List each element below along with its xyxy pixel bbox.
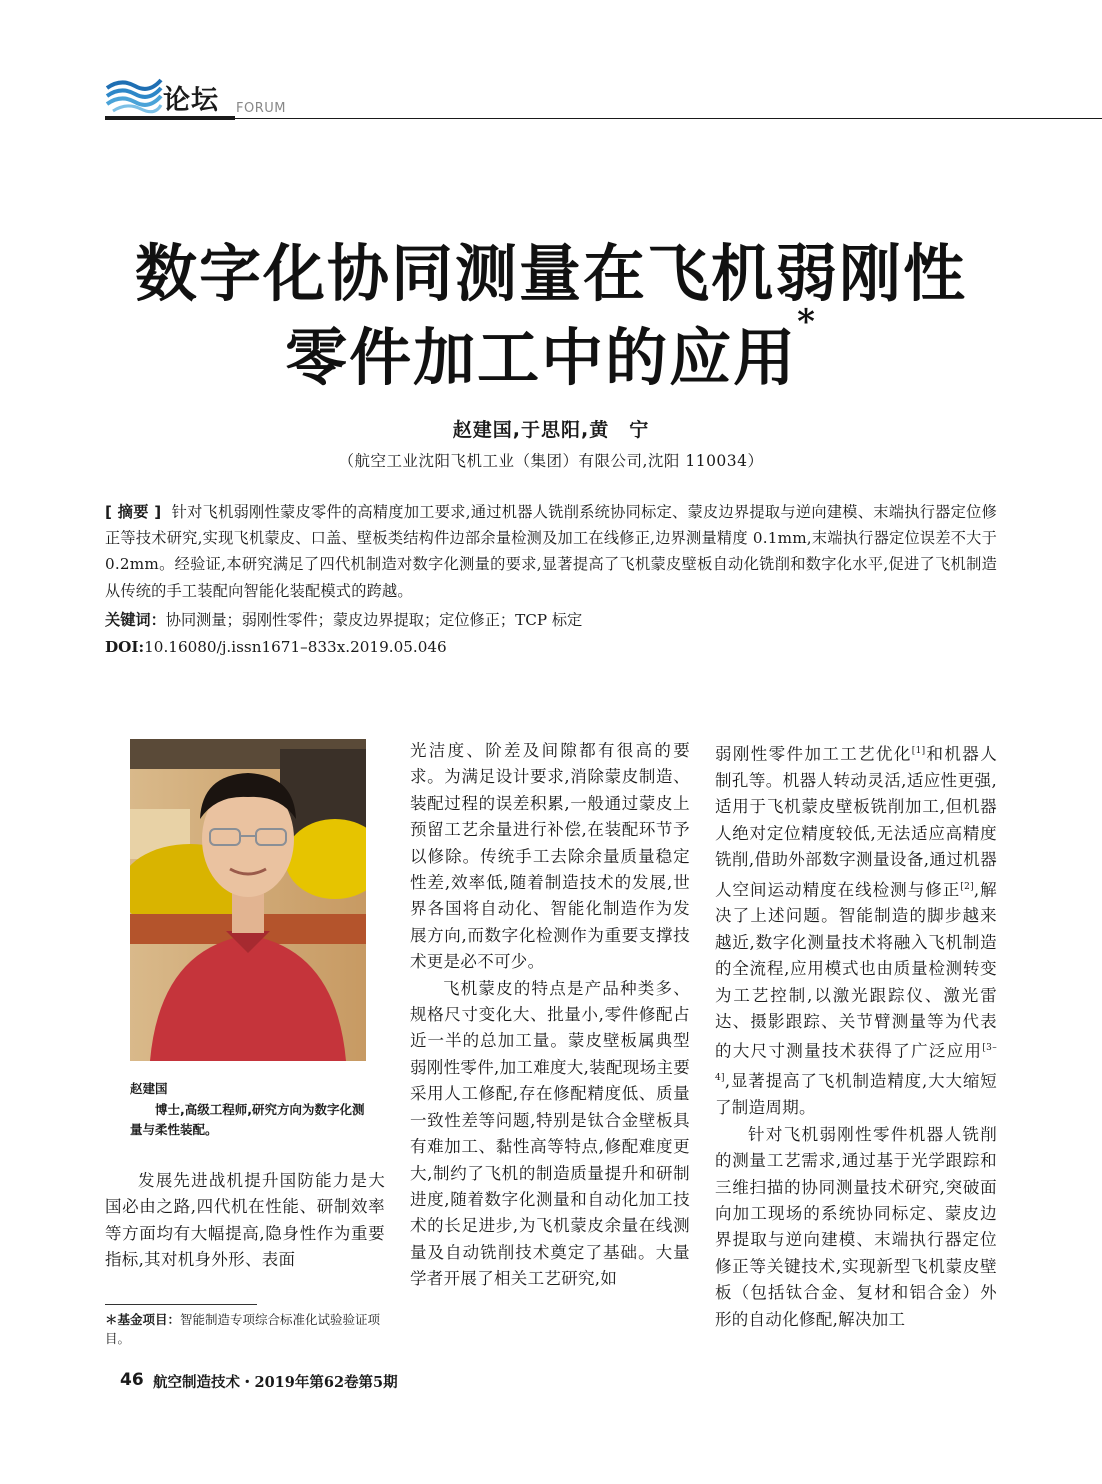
footnote-label: ＊基金项目： (105, 1312, 181, 1327)
paragraph: 针对飞机弱刚性零件机器人铣削的测量工艺需求,通过基于光学跟踪和三维扫描的协同测量技术研究,突破面向加工现场的系统协同标定、蒙皮边界提取与逆向建模、末端执行器定位修正等关键技术,实现新型飞机蒙皮壁板（包括钛合金、复材和铝合金）外形的自动化修配,解决加工 (715, 1124, 997, 1329)
text-span: ,解决了上述问题。智能制造的脚步越来越近,数字化测量技术将融入飞机制造的全流程,应用模式也由质量检测转变为工艺控制,以激光跟踪仪、激光雷达、摄影跟踪、关节臂测量等为代表的大尺寸测量技术获得了广泛应用 (715, 880, 997, 1061)
article-title-line-2-text: 零件加工中的应用 (285, 321, 798, 394)
journal-info: 航空制造技术・2019年第62卷第5期 (153, 1374, 398, 1391)
keywords-label: 关键词： (105, 611, 166, 629)
abstract (105, 499, 997, 604)
article-title-line-2 (0, 302, 1102, 397)
text-span: 和机器人制孔等。机器人转动灵活,适应性更强,适用于飞机蒙皮壁板铣削加工,但机器人绝对定位精度较低,无法适应高精度铣削,借助外部数字测量设备,通过机器人空间运动精度在线检测与修正 (715, 744, 997, 900)
header-rule-thick (105, 116, 235, 120)
doi (105, 638, 447, 656)
footnote (105, 1310, 388, 1348)
citation-ref[interactable]: [2] (960, 881, 974, 892)
bio-description: 博士,高级工程师,研究方向为数字化测量与柔性装配。 (130, 1102, 365, 1137)
abstract-label: [ 摘要 ] (105, 503, 162, 521)
paragraph (715, 738, 997, 1122)
footnote-rule (105, 1304, 257, 1305)
author-photo (130, 739, 366, 1061)
journal-logo (105, 74, 163, 114)
header-rule-thin (235, 118, 1102, 119)
body-column-1 (105, 1168, 385, 1274)
bio-name: 赵建国 (130, 1081, 168, 1096)
paragraph: 光洁度、阶差及间隙都有很高的要求。为满足设计要求,消除蒙皮制造、装配过程的误差积累,一般通过蒙皮上预留工艺余量进行补偿,在装配环节予以修除。传统手工去除余量质量稳定性差,效率低,随着制造技术的发展,世界各国将自动化、智能化制造作为发展方向,而数字化检测作为重要支撑技术更是必不可少。 (410, 741, 690, 972)
citation-ref[interactable]: [1] (911, 746, 926, 756)
text-span: 弱刚性零件加工工艺优化 (715, 744, 912, 764)
keywords-text: 协同测量；弱刚性零件；蒙皮边界提取；定位修正；TCP 标定 (165, 611, 583, 629)
footnote-text: 智能制造专项综合标准化试验验证项目。 (105, 1312, 381, 1346)
section-label-en: FORUM (236, 101, 286, 116)
article-title-line-1: 数字化协同测量在飞机弱刚性 (134, 237, 967, 310)
title-footnote-mark: * (797, 302, 817, 342)
section-label: 论坛 (163, 85, 219, 116)
body-column-3 (715, 738, 997, 1333)
authors: 赵建国,于思阳,黄 宁 (452, 419, 650, 441)
text-span: ,显著提高了飞机制造精度,大大缩短了制造周期。 (715, 1071, 997, 1118)
paragraph: 发展先进战机提升国防能力是大国必由之路,四代机在性能、研制效率等方面均有大幅提高,隐身性作为重要指标,其对机身外形、表面 (105, 1171, 385, 1270)
doi-text: 10.16080/j.issn1671–833x.2019.05.046 (144, 638, 447, 656)
body-column-2 (410, 738, 690, 1293)
paragraph: 飞机蒙皮的特点是产品种类多、规格尺寸变化大、批量小,零件修配占近一半的总加工量。蒙皮壁板属典型弱刚性零件,加工难度大,装配现场主要采用人工修配,存在修配精度低、质量一致性差等问题,特别是钛合金壁板具有难加工、黏性高等特点,修配难度更大,制约了飞机的制造质量提升和研制进度,随着数字化测量和自动化加工技术的长足进步,为飞机蒙皮余量在线测量及自动铣削技术奠定了基础。大量学者开展了相关工艺研究,如 (410, 978, 690, 1289)
keywords (105, 609, 997, 630)
page-number: 46 (120, 1370, 144, 1390)
abstract-text: 针对飞机弱刚性蒙皮零件的高精度加工要求,通过机器人铣削系统协同标定、蒙皮边界提取与逆向建模、末端执行器定位修正等技术研究,实现飞机蒙皮、口盖、壁板类结构件边部余量检测及加工在线修正,边界测量精度 0.1mm,末端执行器定位误差不大于 0.2mm。经验证,本研究满足了四代机制造对数字化测量的要求,显著提高了飞机蒙皮壁板自动化铣削和数字化水平,促进了飞机制造从传统的手工装配向智能化装配模式的跨越。 (105, 503, 997, 600)
doi-label: DOI: (105, 638, 145, 656)
citation-ref[interactable]: [3–4] (715, 1043, 997, 1084)
affiliation: （航空工业沈阳飞机工业（集团）有限公司,沈阳 110034） (338, 452, 764, 470)
